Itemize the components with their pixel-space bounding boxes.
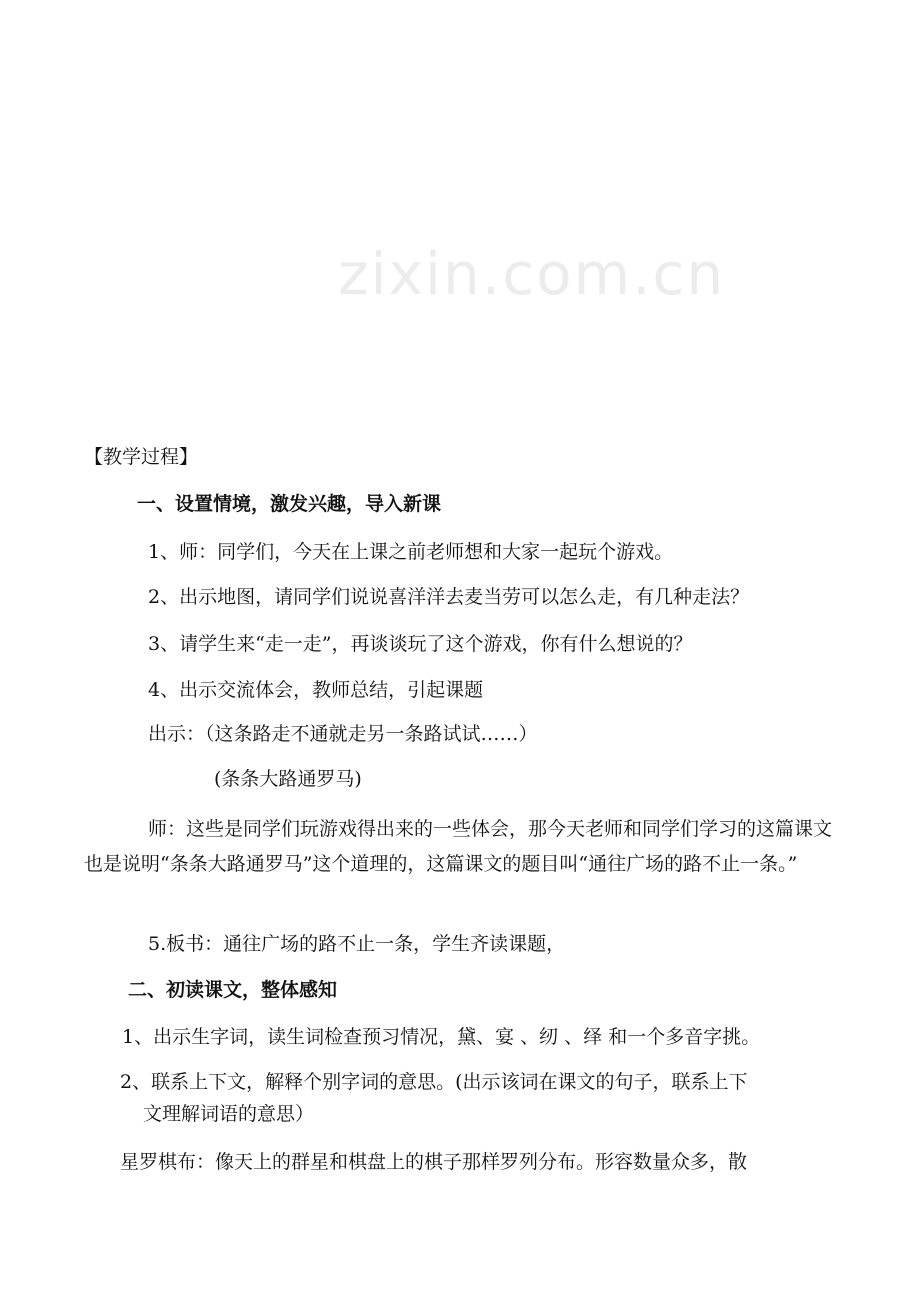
watermark: zixin.com.cn: [338, 240, 726, 308]
part1-item-2: 2、出示地图，请同学们说说喜洋洋去麦当劳可以怎么走，有几种走法？: [148, 586, 750, 608]
part2-heading: 二、初读课文，整体感知: [128, 979, 338, 1001]
section-title: 【教学过程】: [84, 446, 199, 468]
part1-item-3: 3、请学生来“走一走”，再谈谈玩了这个游戏，你有什么想说的？: [148, 633, 693, 655]
part2-item-2-line2: 文理解词语的意思）: [143, 1103, 315, 1125]
part1-heading: 一、设置情境，激发兴趣，导入新课: [137, 493, 442, 515]
show-sub: (条条大路通罗马): [214, 768, 362, 790]
board-line: 5.板书：通往广场的路不止一条，学生齐读课题，: [148, 933, 566, 955]
show-label: 出示：（这条路走不通就走另一条路试试……）: [148, 723, 538, 745]
part1-item-4: 4、出示交流体会，教师总结，引起课题: [148, 679, 484, 701]
part2-item-1: 1、出示生字词，读生词检查预习情况，黛、宴 、纫 、绎 和一个多音字挑。: [122, 1026, 761, 1048]
part2-item-2-line1: 2、联系上下文，解释个别字词的意思。(出示该词在课文的句子，联系上下: [120, 1071, 748, 1093]
definition-line: 星罗棋布：像天上的群星和棋盘上的棋子那样罗列分布。形容数量众多，散: [120, 1151, 748, 1173]
teacher-paragraph: 师：这些是同学们玩游戏得出来的一些体会，那今天老师和同学们学习的这篇课文也是说明“条条大路通罗马”这个道理的，这篇课文的题目叫“通往广场的路不止一条。”: [84, 818, 833, 875]
part1-item-1: 1、师：同学们，今天在上课之前老师想和大家一起玩个游戏。: [148, 541, 674, 563]
